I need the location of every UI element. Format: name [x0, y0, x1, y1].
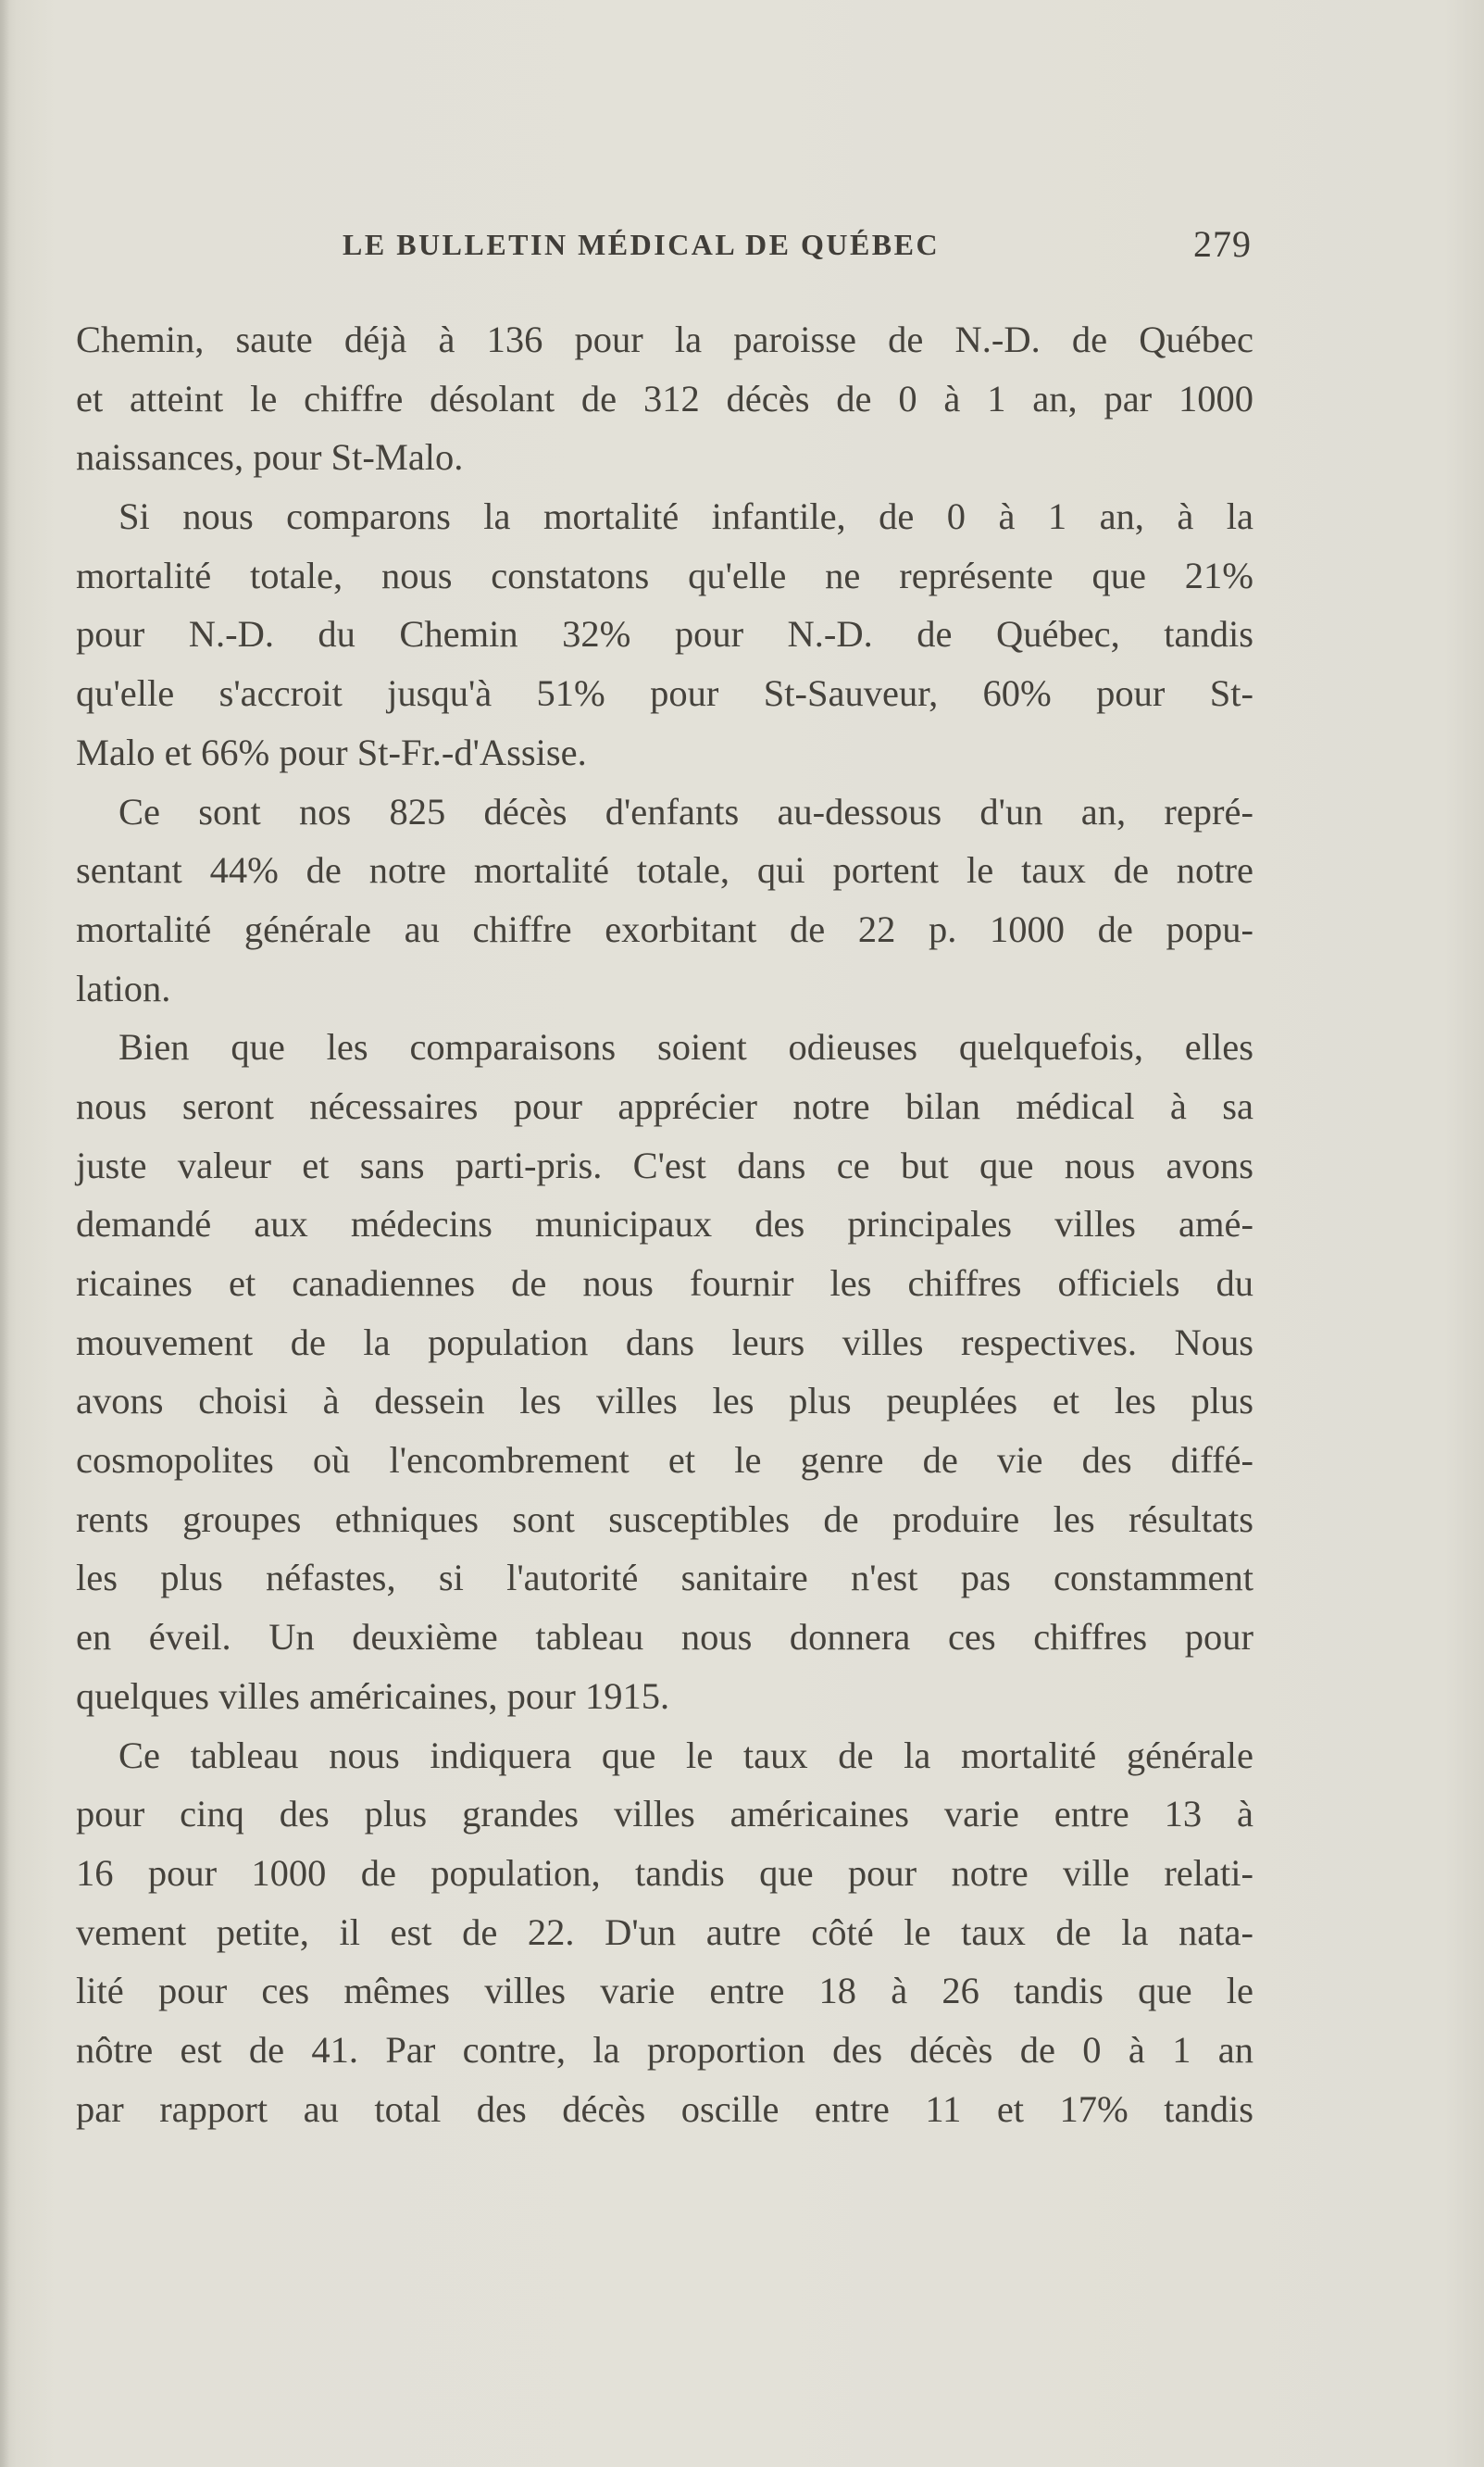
body-text	[76, 310, 1253, 2138]
text-line: et atteint le chiffre désolant de 312 décès de 0 à 1 an, par 1000	[76, 377, 1253, 420]
text-line: Bien que les comparaisons soient odieuses quelquefois, elles	[118, 1026, 1253, 1069]
text-line: quelques villes américaines, pour 1915.	[76, 1674, 670, 1717]
text-line: Chemin, saute déjà à 136 pour la paroisse de N.-D. de Québec	[76, 319, 1253, 360]
text-line: mouvement de la population dans leurs villes respectives. Nous	[76, 1321, 1253, 1363]
text-line: par rapport au total des décès oscille entre 11 et 17% tandis	[76, 2087, 1253, 2130]
text-line: pour N.-D. du Chemin 32% pour N.-D. de Québec, tandis	[76, 613, 1253, 656]
text-line: nôtre est de 41. Par contre, la proportion des décès de 0 à 1 an	[76, 2028, 1253, 2071]
text-line: cosmopolites où l'encombrement et le genre de vie des diffé-	[76, 1439, 1253, 1482]
text-line: avons choisi à dessein les villes les plus peuplées et les plus	[76, 1380, 1253, 1422]
text-line: mortalité générale au chiffre exorbitant de 22 p. 1000 de popu-	[76, 908, 1253, 950]
text-line: Ce tableau nous indiquera que le taux de la mortalité générale	[118, 1734, 1253, 1776]
text-line: nous seront nécessaires pour apprécier notre bilan médical à sa	[76, 1084, 1253, 1127]
text-line: les plus néfastes, si l'autorité sanitaire n'est pas constamment	[76, 1557, 1253, 1599]
text-line: juste valeur et sans parti-pris. C'est dans ce but que nous avons	[76, 1144, 1253, 1186]
text-line: lation.	[76, 967, 171, 1009]
running-head	[76, 219, 1252, 270]
page-number: 279	[1193, 223, 1252, 265]
text-line: lité pour ces mêmes villes varie entre 18 à 26 tandis que le	[76, 1970, 1253, 2012]
text-line: qu'elle s'accroit jusqu'à 51% pour St-Sauveur, 60% pour St-	[76, 672, 1253, 715]
text-line: naissances, pour St-Malo.	[76, 436, 464, 479]
text-line: ricaines et canadiennes de nous fournir les chiffres officiels du	[76, 1262, 1253, 1304]
text-line: mortalité totale, nous constatons qu'elle ne représente que 21%	[76, 554, 1253, 596]
text-line: demandé aux médecins municipaux des principales villes amé-	[76, 1203, 1253, 1246]
text-line: Si nous comparons la mortalité infantile, de 0 à 1 an, à la	[118, 495, 1253, 538]
text-line: en éveil. Un deuxième tableau nous donnera ces chiffres pour	[76, 1616, 1253, 1659]
text-line: pour cinq des plus grandes villes américaines varie entre 13 à	[76, 1793, 1253, 1835]
text-line: rents groupes ethniques sont susceptibles de produire les résultats	[76, 1497, 1253, 1540]
text-line: Malo et 66% pour St-Fr.-d'Assise.	[76, 731, 587, 773]
text-line: Ce sont nos 825 décès d'enfants au-dessous d'un an, repré-	[118, 790, 1253, 833]
text-line: sentant 44% de notre mortalité totale, qui portent le taux de notre	[76, 849, 1253, 892]
text-line: vement petite, il est de 22. D'un autre côté le taux de la nata-	[76, 1910, 1253, 1953]
text-line: 16 pour 1000 de population, tandis que pour notre ville relati-	[76, 1851, 1253, 1894]
running-title: LE BULLETIN MÉDICAL DE QUÉBEC	[343, 228, 941, 261]
